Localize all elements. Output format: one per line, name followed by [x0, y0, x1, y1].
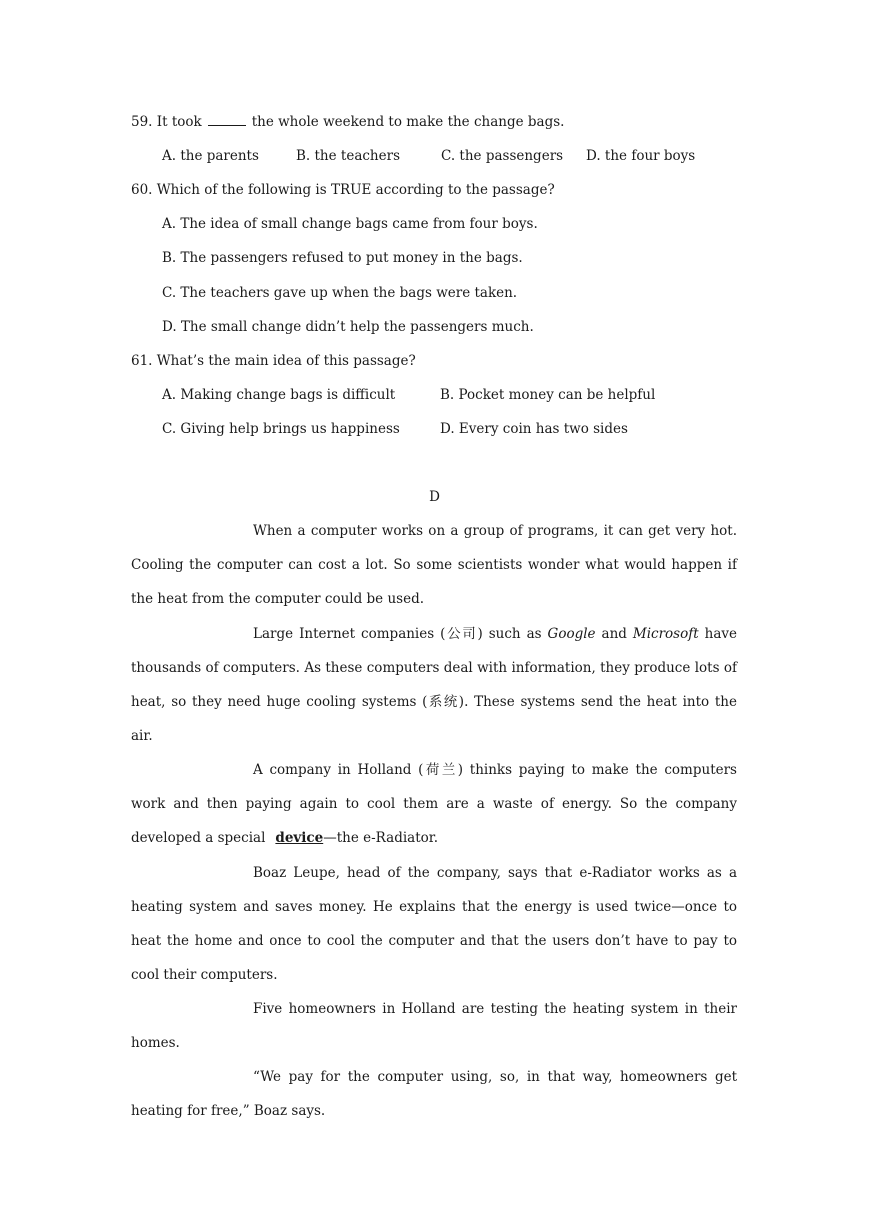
- option-d: D. Every coin has two sides: [440, 421, 628, 437]
- question-text-before: It took: [156, 114, 202, 130]
- passage-paragraph-2: [131, 617, 737, 753]
- passage-paragraph-1: [131, 514, 737, 616]
- option-d: D. the four boys: [586, 148, 696, 164]
- option-c: C. the passengers: [441, 148, 564, 164]
- section-title: D: [429, 489, 440, 505]
- passage-paragraph-4: [131, 856, 737, 992]
- option-c: C. Giving help brings us happiness: [162, 421, 400, 437]
- question-61-options-row1: [162, 385, 655, 405]
- question-text-after: the whole weekend to make the change bags.: [251, 114, 565, 130]
- company-name-google: Google: [547, 626, 596, 642]
- question-60-option-b: B. The passengers refused to put money in the bags.: [162, 250, 523, 266]
- paragraph-text: Boaz Leupe, head of the company, says that e-Radiator works as a heating system and saves money. He explains that the energy is used twice—once to heat the home and once to cool the computer and that the users don’t have to pay to cool their computers.: [131, 865, 737, 983]
- question-60-stem: [131, 180, 555, 200]
- question-61-options-row2: [162, 419, 628, 439]
- question-text: Which of the following is TRUE according to the passage?: [156, 182, 555, 198]
- paragraph-text: A company in Holland (荷兰) thinks paying to make the computers work and then paying again to cool them are a waste of energy. So the company developed a special: [131, 762, 737, 846]
- question-number: 61.: [131, 353, 153, 369]
- paragraph-text: —the e-Radiator.: [323, 830, 439, 846]
- question-60-option-a: A. The idea of small change bags came from four boys.: [162, 216, 538, 232]
- option-a: A. Making change bags is difficult: [162, 387, 396, 403]
- highlighted-word-device: device: [275, 830, 324, 846]
- paragraph-text: and: [595, 626, 633, 642]
- question-61-stem: [131, 351, 416, 371]
- question-text: What’s the main idea of this passage?: [156, 353, 416, 369]
- question-60-option-c: C. The teachers gave up when the bags were taken.: [162, 285, 518, 301]
- passage-paragraph-5: [131, 992, 737, 1060]
- paragraph-text: When a computer works on a group of programs, it can get very hot. Cooling the computer can cost a lot. So some scientists wonder what would happen if the heat from the computer could be used.: [131, 523, 737, 607]
- question-59-options: [162, 146, 695, 166]
- question-59-stem: [131, 112, 564, 132]
- passage-paragraph-6: [131, 1060, 737, 1128]
- question-60-option-d: D. The small change didn’t help the passengers much.: [162, 319, 534, 335]
- answer-blank: [208, 113, 246, 126]
- paragraph-text: have thousands of computers. As these computers deal with information, they produce lots of heat, so they need huge cooling systems (系统). These systems send the heat into the air.: [131, 626, 737, 744]
- question-number: 60.: [131, 182, 153, 198]
- option-a: A. the parents: [162, 148, 259, 164]
- question-number: 59.: [131, 114, 153, 130]
- option-b: B. Pocket money can be helpful: [440, 387, 656, 403]
- paragraph-text: Large Internet companies (公司) such as: [253, 626, 548, 642]
- company-name-microsoft: Microsoft: [632, 626, 699, 642]
- option-b: B. the teachers: [296, 148, 400, 164]
- paragraph-text: Five homeowners in Holland are testing the heating system in their homes.: [131, 1001, 737, 1051]
- paragraph-text: “We pay for the computer using, so, in that way, homeowners get heating for free,” Boaz says.: [131, 1069, 737, 1119]
- passage-paragraph-3: [131, 753, 737, 855]
